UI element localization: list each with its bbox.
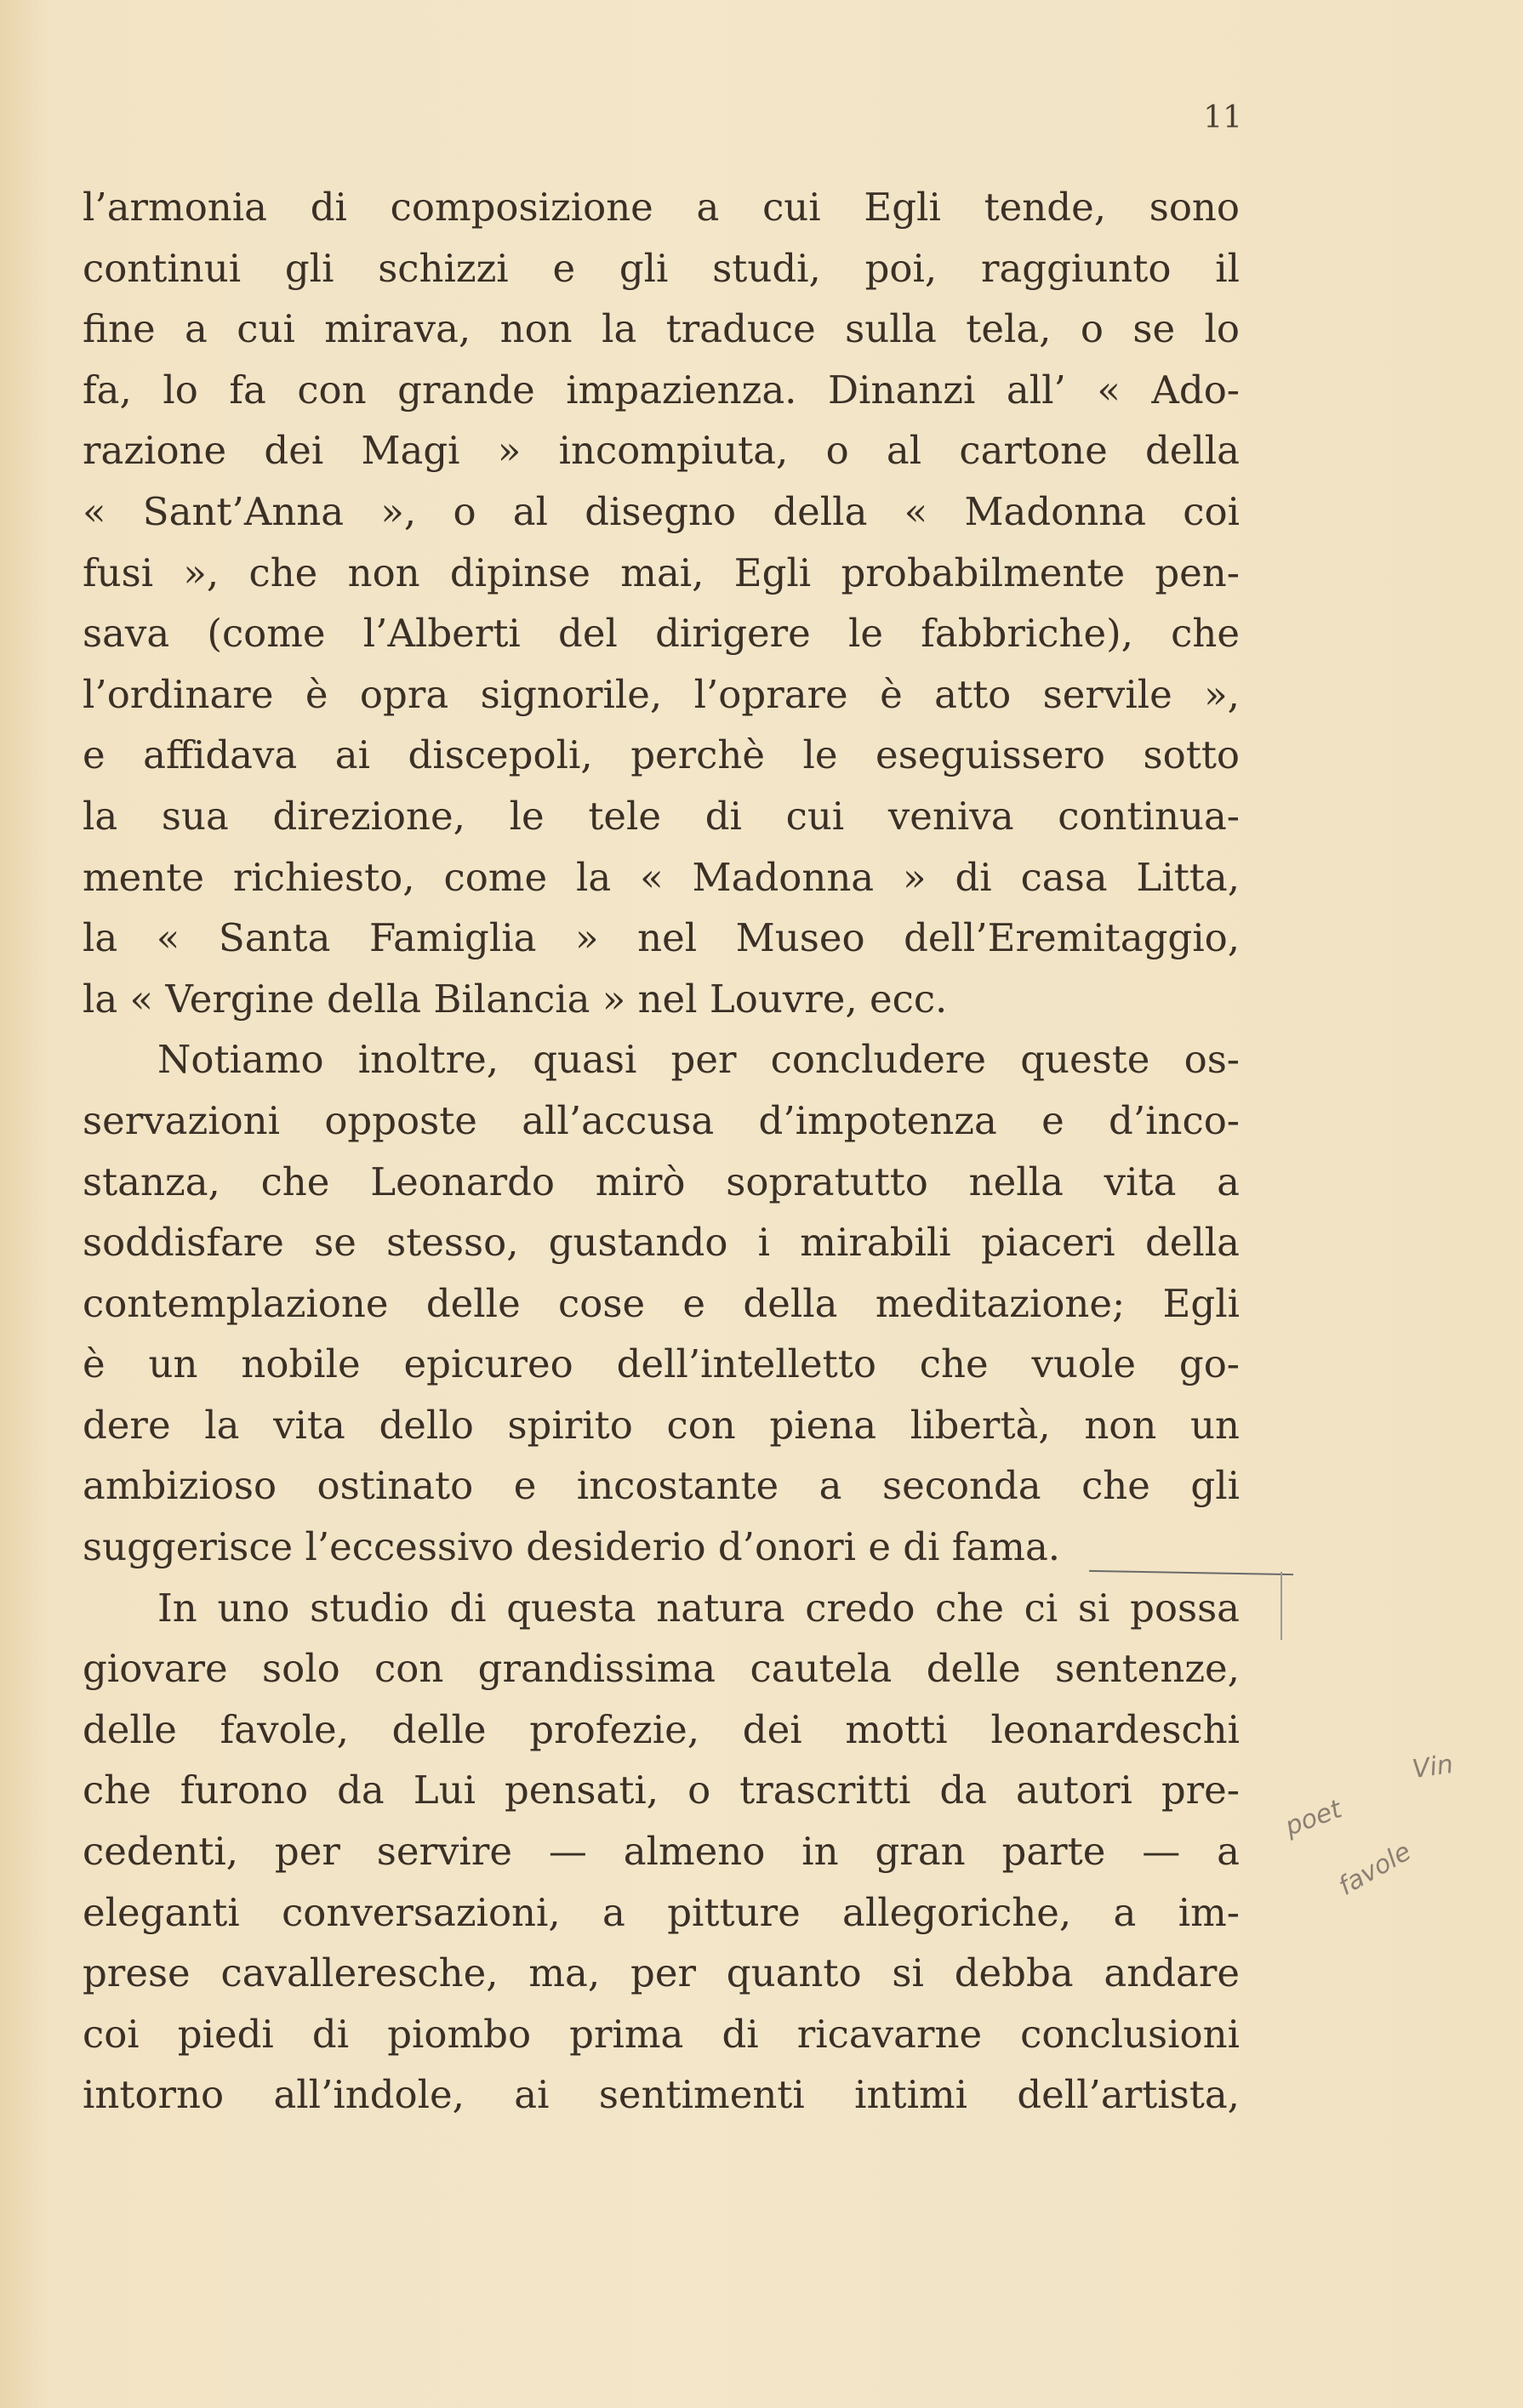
text-line: che furono da Lui pensati, o trascritti da autori pre-: [83, 1768, 1240, 1813]
text-line: fusi », che non dipinse mai, Egli probabilmente pen-: [83, 549, 1240, 595]
text-line: servazioni opposte all’accusa d’impotenza e d’inco-: [83, 1097, 1240, 1143]
text-line: intorno all’indole, ai sentimenti intimi dell’artista,: [83, 2072, 1240, 2118]
text-line: la sua direzione, le tele di cui veniva continua-: [83, 793, 1240, 839]
text-line: cedenti, per servire — almeno in gran parte — a: [83, 1829, 1240, 1875]
margin-note: favole: [1333, 1836, 1417, 1902]
body-text: [83, 177, 1240, 2126]
text-line: la « Vergine della Bilancia » nel Louvre, ecc.: [83, 976, 948, 1022]
margin-notes: [1276, 1749, 1497, 1922]
margin-note: poet: [1281, 1794, 1346, 1842]
text-line: stanza, che Leonardo mirò sopratutto nella vita a: [83, 1158, 1240, 1204]
text-line: è un nobile epicureo dell’intelletto che vuole go-: [83, 1341, 1240, 1387]
page-number: 11: [1203, 100, 1242, 135]
pencil-bracket-mark: [1281, 1572, 1282, 1640]
margin-note: Vin: [1410, 1749, 1456, 1785]
paragraph-first-line: In uno studio di questa natura credo che ci si possa: [157, 1585, 1240, 1631]
text-line: prese cavalleresche, ma, per quanto si debba andare: [83, 1950, 1240, 1996]
text-line: razione dei Magi » incompiuta, o al cartone della: [83, 428, 1240, 474]
text-line: soddisfare se stesso, gustando i mirabili piaceri della: [83, 1220, 1240, 1266]
text-line: coi piedi di piombo prima di ricavarne conclusioni: [83, 2011, 1240, 2057]
text-line: la « Santa Famiglia » nel Museo dell’Eremitaggio,: [83, 915, 1240, 961]
text-line: e affidava ai discepoli, perchè le eseguissero sotto: [83, 732, 1240, 778]
text-line: l’ordinare è opra signorile, l’oprare è atto servile »,: [83, 671, 1240, 717]
text-line: delle favole, delle profezie, dei motti leonardeschi: [83, 1706, 1240, 1752]
text-line: « Sant’Anna », o al disegno della « Madonna coi: [83, 488, 1240, 534]
text-line: ambizioso ostinato e incostante a seconda che gli: [83, 1463, 1240, 1509]
text-line: contemplazione delle cose e della meditazione; Egli: [83, 1280, 1240, 1326]
text-line: fa, lo fa con grande impazienza. Dinanzi all’ « Ado-: [83, 367, 1240, 413]
text-line: suggerisce l’eccessivo desiderio d’onori e di fama.: [83, 1524, 1061, 1570]
text-line: continui gli schizzi e gli studi, poi, raggiunto il: [83, 245, 1240, 291]
text-line: eleganti conversazioni, a pitture allegoriche, a im-: [83, 1889, 1240, 1935]
text-line: dere la vita dello spirito con piena libertà, non un: [83, 1402, 1240, 1448]
text-line: giovare solo con grandissima cautela delle sentenze,: [83, 1646, 1240, 1692]
text-line: fine a cui mirava, non la traduce sulla tela, o se lo: [83, 306, 1240, 352]
text-line: sava (come l’Alberti del dirigere le fabbriche), che: [83, 611, 1240, 657]
text-line: l’armonia di composizione a cui Egli tende, sono: [83, 185, 1240, 230]
paragraph-first-line: Notiamo inoltre, quasi per concludere queste os-: [157, 1037, 1240, 1083]
text-line: mente richiesto, come la « Madonna » di casa Litta,: [83, 854, 1240, 900]
